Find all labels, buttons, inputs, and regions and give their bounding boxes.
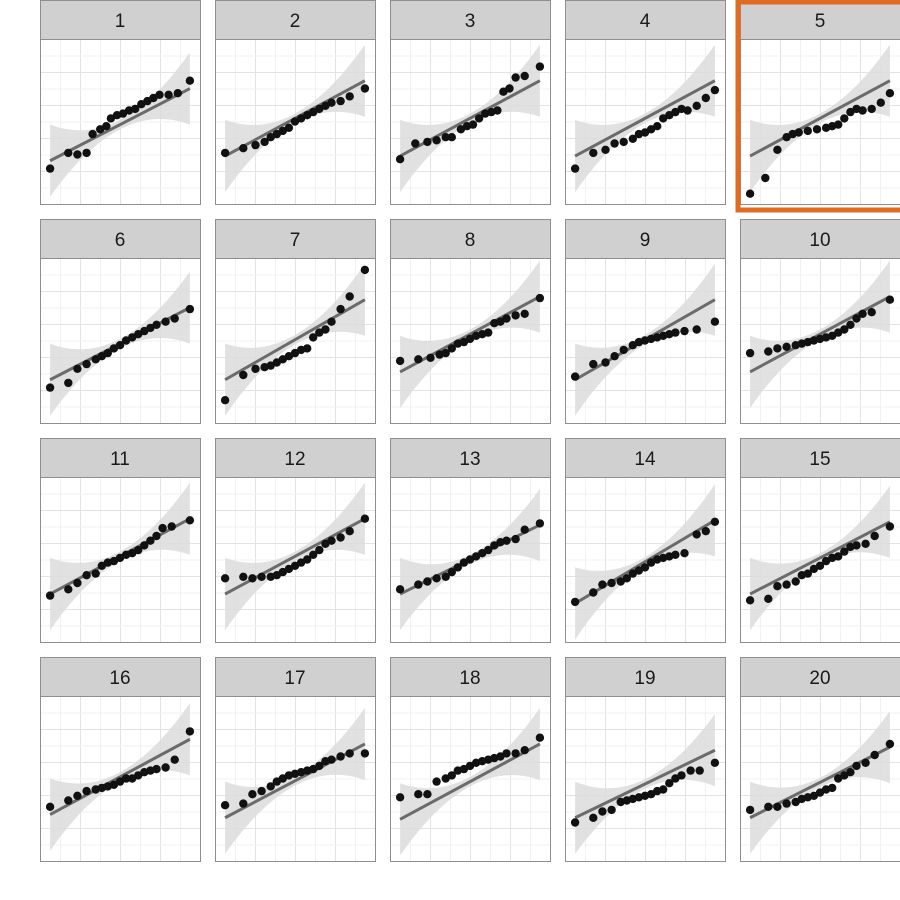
facet-label: 1 xyxy=(114,11,126,32)
data-point xyxy=(571,598,579,606)
facet-label: 10 xyxy=(809,230,831,251)
data-point xyxy=(327,99,335,107)
data-point xyxy=(361,266,369,274)
data-point xyxy=(423,138,431,146)
data-point xyxy=(846,768,854,776)
facet-label: 8 xyxy=(464,230,476,251)
data-point xyxy=(221,396,229,404)
data-point xyxy=(521,72,529,80)
data-point xyxy=(711,86,719,94)
facet-panel-18 xyxy=(391,658,551,862)
data-point xyxy=(711,759,719,767)
data-point xyxy=(171,756,179,764)
facet-label: 4 xyxy=(639,11,651,32)
data-point xyxy=(426,354,434,362)
data-point xyxy=(610,139,618,147)
data-point xyxy=(186,305,194,313)
data-point xyxy=(536,519,544,527)
data-point xyxy=(64,796,72,804)
data-point xyxy=(792,577,800,585)
data-point xyxy=(221,149,229,157)
facet-label: 2 xyxy=(289,11,301,32)
data-point xyxy=(773,344,781,352)
data-point xyxy=(414,580,422,588)
data-point xyxy=(598,807,606,815)
facet-label: 14 xyxy=(634,449,656,470)
data-point xyxy=(761,174,769,182)
facet-label: 19 xyxy=(634,668,656,689)
data-point xyxy=(871,532,879,540)
data-point xyxy=(152,532,160,540)
data-point xyxy=(840,114,848,122)
facet-panel-13 xyxy=(391,439,551,643)
data-point xyxy=(598,580,606,588)
data-point xyxy=(46,383,54,391)
data-point xyxy=(248,574,256,582)
data-point xyxy=(469,120,477,128)
data-point xyxy=(432,136,440,144)
data-point xyxy=(82,787,90,795)
data-point xyxy=(764,595,772,603)
facet-panel-19 xyxy=(566,658,726,862)
data-point xyxy=(164,91,172,99)
data-point xyxy=(680,549,688,557)
data-point xyxy=(746,806,754,814)
data-point xyxy=(502,749,510,757)
data-point xyxy=(448,133,456,141)
data-point xyxy=(653,122,661,130)
data-point xyxy=(64,379,72,387)
data-point xyxy=(764,347,772,355)
data-point xyxy=(327,318,335,326)
data-point xyxy=(346,92,354,100)
data-point xyxy=(620,346,628,354)
data-point xyxy=(432,574,440,582)
data-point xyxy=(536,734,544,742)
data-point xyxy=(502,537,510,545)
data-point xyxy=(671,328,679,336)
facet-label: 11 xyxy=(110,449,130,470)
facet-panel-2 xyxy=(216,1,376,205)
data-point xyxy=(257,573,265,581)
data-point xyxy=(571,818,579,826)
data-point xyxy=(336,752,344,760)
data-point xyxy=(702,94,710,102)
data-point xyxy=(868,105,876,113)
data-point xyxy=(886,522,894,530)
data-point xyxy=(680,327,688,335)
data-point xyxy=(239,144,247,152)
data-point xyxy=(64,585,72,593)
data-point xyxy=(158,524,166,532)
data-point xyxy=(102,122,110,130)
data-point xyxy=(589,360,597,368)
data-point xyxy=(239,799,247,807)
data-point xyxy=(92,569,100,577)
data-point xyxy=(607,806,615,814)
facet-label: 5 xyxy=(814,11,826,32)
data-point xyxy=(589,149,597,157)
data-point xyxy=(46,803,54,811)
data-point xyxy=(746,190,754,198)
data-point xyxy=(861,759,869,767)
data-point xyxy=(346,292,354,300)
data-point xyxy=(285,124,293,132)
data-point xyxy=(702,527,710,535)
facet-panel-20 xyxy=(741,658,900,862)
data-point xyxy=(536,62,544,70)
facet-panel-4 xyxy=(566,1,726,205)
data-point xyxy=(46,591,54,599)
data-point xyxy=(511,311,519,319)
data-point xyxy=(693,102,701,110)
data-point xyxy=(521,526,529,534)
data-point xyxy=(711,518,719,526)
data-point xyxy=(511,535,519,543)
data-point xyxy=(868,308,876,316)
data-point xyxy=(511,73,519,81)
data-point xyxy=(346,749,354,757)
data-point xyxy=(886,296,894,304)
facet-label: 18 xyxy=(459,668,481,689)
data-point xyxy=(858,106,866,114)
data-point xyxy=(336,305,344,313)
data-point xyxy=(73,365,81,373)
data-point xyxy=(846,321,854,329)
data-point xyxy=(659,785,667,793)
data-point xyxy=(886,740,894,748)
data-point xyxy=(239,371,247,379)
data-point xyxy=(64,149,72,157)
data-point xyxy=(414,355,422,363)
data-point xyxy=(886,89,894,97)
data-point xyxy=(601,146,609,154)
data-point xyxy=(571,372,579,380)
data-point xyxy=(152,321,160,329)
data-point xyxy=(186,516,194,524)
data-point xyxy=(257,787,265,795)
data-point xyxy=(773,803,781,811)
data-point xyxy=(315,546,323,554)
facet-label: 9 xyxy=(639,230,651,251)
data-point xyxy=(795,128,803,136)
data-point xyxy=(711,318,719,326)
data-point xyxy=(251,141,259,149)
facet-label: 7 xyxy=(289,230,301,251)
data-point xyxy=(88,130,96,138)
data-point xyxy=(155,91,163,99)
data-point xyxy=(152,765,160,773)
facet-panel-8 xyxy=(391,220,551,424)
facet-panel-17 xyxy=(216,658,376,862)
facet-panel-11 xyxy=(41,439,201,643)
facet-label: 13 xyxy=(459,449,481,470)
data-point xyxy=(536,294,544,302)
data-point xyxy=(171,314,179,322)
facet-panel-9 xyxy=(566,220,726,424)
data-point xyxy=(746,349,754,357)
data-point xyxy=(327,537,335,545)
data-point xyxy=(251,365,259,373)
facet-panel-3 xyxy=(391,1,551,205)
data-point xyxy=(82,149,90,157)
data-point xyxy=(877,99,885,107)
data-point xyxy=(336,533,344,541)
data-point xyxy=(683,106,691,114)
data-point xyxy=(423,790,431,798)
data-point xyxy=(303,344,311,352)
facet-panel-1 xyxy=(41,1,201,205)
data-point xyxy=(511,749,519,757)
data-point xyxy=(168,522,176,530)
data-point xyxy=(186,77,194,85)
facet-panel-5 xyxy=(738,1,900,211)
data-point xyxy=(82,360,90,368)
data-point xyxy=(813,125,821,133)
data-point xyxy=(174,89,182,97)
data-point xyxy=(73,150,81,158)
facet-label: 3 xyxy=(464,11,476,32)
data-point xyxy=(411,139,419,147)
data-point xyxy=(571,164,579,172)
data-point xyxy=(589,814,597,822)
data-point xyxy=(601,358,609,366)
data-point xyxy=(327,756,335,764)
data-point xyxy=(321,325,329,333)
facet-panel-14 xyxy=(566,439,726,643)
data-point xyxy=(221,574,229,582)
data-point xyxy=(861,540,869,548)
data-point xyxy=(671,551,679,559)
data-point xyxy=(82,571,90,579)
data-point xyxy=(396,357,404,365)
data-point xyxy=(858,310,866,318)
data-point xyxy=(828,784,836,792)
data-point xyxy=(361,84,369,92)
data-point xyxy=(46,164,54,172)
data-point xyxy=(773,146,781,154)
data-point xyxy=(607,579,615,587)
data-point xyxy=(239,573,247,581)
data-point xyxy=(696,766,704,774)
data-point xyxy=(852,762,860,770)
data-point xyxy=(396,793,404,801)
facet-panel-7 xyxy=(216,220,376,424)
data-point xyxy=(73,579,81,587)
data-point xyxy=(361,749,369,757)
facet-label: 16 xyxy=(109,668,131,689)
data-point xyxy=(782,343,790,351)
data-point xyxy=(414,790,422,798)
data-point xyxy=(764,803,772,811)
data-point xyxy=(432,777,440,785)
facet-panel-15 xyxy=(741,439,900,643)
data-point xyxy=(161,318,169,326)
data-point xyxy=(677,771,685,779)
data-point xyxy=(686,766,694,774)
data-point xyxy=(693,325,701,333)
facet-label: 15 xyxy=(809,449,831,470)
data-point xyxy=(221,801,229,809)
data-point xyxy=(834,120,842,128)
data-point xyxy=(73,792,81,800)
data-point xyxy=(361,515,369,523)
data-point xyxy=(423,577,431,585)
data-point xyxy=(782,580,790,588)
data-point xyxy=(804,127,812,135)
data-point xyxy=(505,84,513,92)
facet-panel-10 xyxy=(741,220,900,424)
data-point xyxy=(693,530,701,538)
facet-label: 6 xyxy=(114,230,126,251)
facet-label: 20 xyxy=(809,668,831,689)
data-point xyxy=(521,310,529,318)
facet-panel-16 xyxy=(41,658,201,862)
data-point xyxy=(773,582,781,590)
data-point xyxy=(521,746,529,754)
data-point xyxy=(782,799,790,807)
facet-label: 17 xyxy=(284,668,306,689)
data-point xyxy=(248,790,256,798)
facet-panel-12 xyxy=(216,439,376,643)
data-point xyxy=(186,727,194,735)
data-point xyxy=(346,527,354,535)
data-point xyxy=(502,314,510,322)
data-point xyxy=(396,585,404,593)
data-point xyxy=(610,352,618,360)
data-point xyxy=(161,763,169,771)
data-point xyxy=(484,328,492,336)
facet-panel-6 xyxy=(41,220,201,424)
data-point xyxy=(589,588,597,596)
data-point xyxy=(852,541,860,549)
data-point xyxy=(396,155,404,163)
data-point xyxy=(336,97,344,105)
data-point xyxy=(871,751,879,759)
data-point xyxy=(493,106,501,114)
data-point xyxy=(620,138,628,146)
facet-label: 12 xyxy=(284,449,306,470)
data-point xyxy=(746,596,754,604)
